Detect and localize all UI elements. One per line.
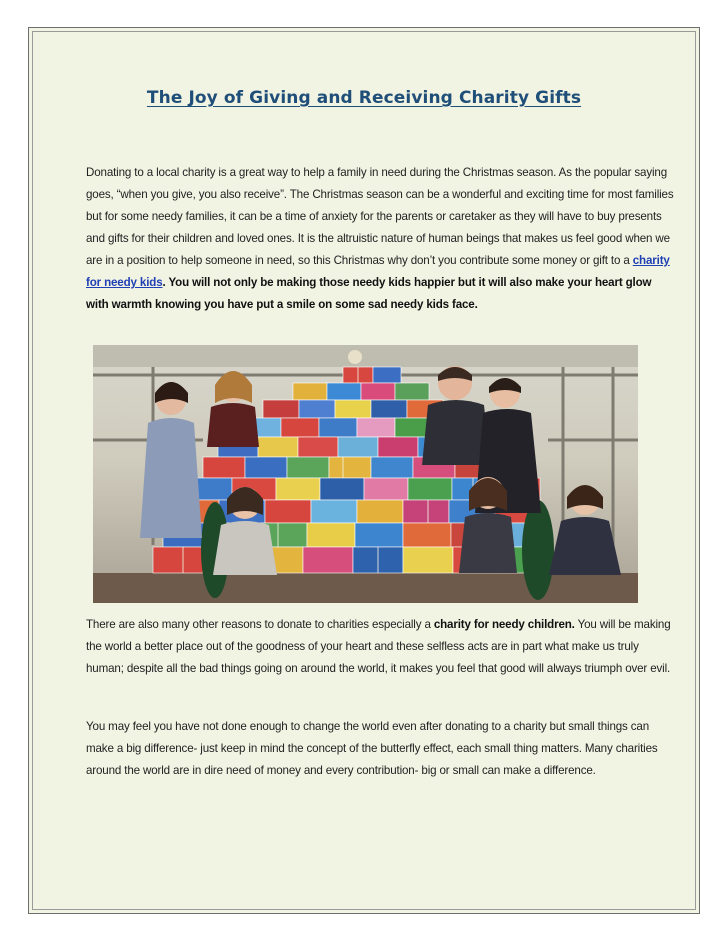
paragraph-reasons [86, 614, 676, 680]
paragraph-reasons-text-after-bold: You will be making the world a better place out of the goodness of your heart and these selfless acts are in part what make us truly human; despite all the bad things going on around the world, it makes you feel that good will always triumph over evil. [86, 618, 671, 675]
photo-illustration [93, 345, 638, 603]
ceiling [93, 345, 638, 367]
charity-for-needy-kids-link[interactable]: charity for needy kids [86, 254, 670, 289]
paragraph-reasons-text: There are also many other reasons to donate to charities especially a [86, 618, 434, 631]
paragraph-intro-text: Donating to a local charity is a great way to help a family in need during the Christmas season. As the popular saying goes, “when you give, you also receive”. The Christmas season can be a wonderful and exciting time for most families but for some needy families, it can be a time of anxiety for the parents or caretaker as they will have to buy presents and gifts for their children and loved ones. It is the altruistic nature of human beings that makes us feel good when we are in a position to help someone in need, so this Christmas why don’t you contribute some money or gift to a [86, 166, 674, 267]
paragraph-intro-text-after-link: . You will not only be making those needy kids happier but it will also make your heart glow with warmth knowing you have put a smile on some sad needy kids face. [86, 276, 652, 311]
charity-for-needy-children-emphasis: charity for needy children. [433, 618, 575, 631]
star-ornament [348, 350, 362, 364]
paragraph-intro [86, 162, 676, 316]
paragraph-butterfly-effect: You may feel you have not done enough to change the world even after donating to a charity but small things can make a big difference- just keep in mind the concept of the butterfly effect, each small thing matters. Many charities around the world are in dire need of money and every contribution- big or small can make a difference. [86, 720, 658, 777]
article-title: The Joy of Giving and Receiving Charity Gifts [146, 88, 582, 108]
group-photo-with-gift-boxes [93, 345, 638, 603]
table [93, 573, 638, 603]
